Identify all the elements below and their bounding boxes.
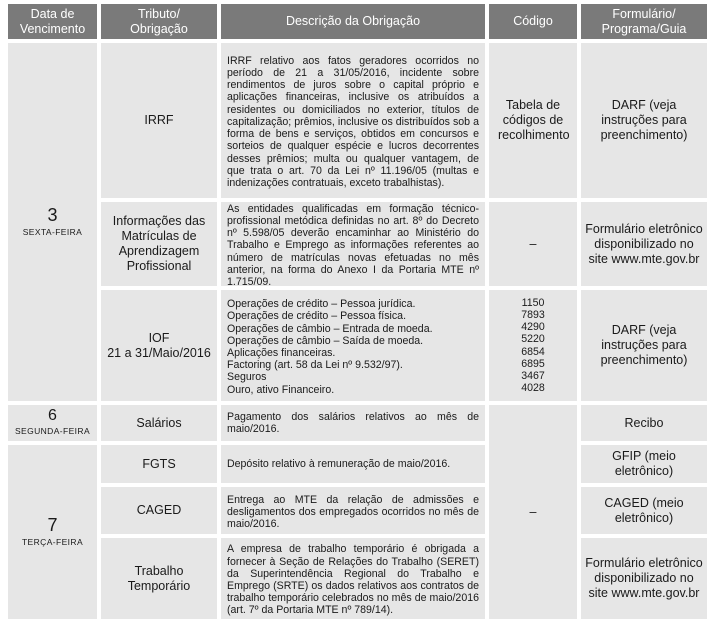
descricao-iof	[221, 290, 485, 401]
formulario-label: GFIP (meio eletrônico)	[612, 449, 676, 478]
descricao-line: Aplicações financeiras.	[227, 347, 336, 359]
tributo-iof	[101, 290, 217, 401]
descricao-fgts	[221, 445, 485, 483]
descricao-line: Operações de crédito – Pessoa física.	[227, 310, 407, 323]
date-weekday: SEXTA-FEIRA	[22, 226, 83, 237]
formulario-caged	[581, 487, 707, 534]
codigo-label: Tabela de códigos de recolhimento	[498, 98, 570, 142]
date-cell-6	[8, 405, 97, 441]
codigo-iof	[489, 290, 577, 401]
tributo-label: Informações das Matrículas de Aprendizagem Profissional	[112, 214, 206, 273]
header-data-vencimento-label: Data de Vencimento	[19, 6, 86, 36]
descricao-list	[227, 298, 479, 396]
formulario-iof	[581, 290, 707, 401]
header-descricao-label: Descrição da Obrigação	[285, 14, 421, 28]
formulario-label: Formulário eletrônico disponibilizado no site www.mte.gov.br	[585, 221, 703, 266]
descricao-line: Ouro, ativo Financeiro.	[227, 383, 335, 396]
formulario-label: CAGED (meio eletrônico)	[604, 495, 684, 525]
tributo-salarios	[101, 405, 217, 441]
descricao-trabalho-temporario	[221, 538, 485, 619]
tributo-label: FGTS	[142, 456, 176, 471]
codigo-value: 3467	[521, 369, 545, 382]
codigo-value: 4290	[521, 321, 545, 334]
tributo-irrf	[101, 43, 217, 198]
codigo-value: 7893	[521, 308, 545, 321]
codigo-value: 5220	[521, 333, 545, 346]
header-tributo	[101, 4, 217, 39]
date-cell-3	[8, 43, 97, 401]
header-codigo	[489, 4, 577, 39]
tributo-trabalho-temporario	[101, 538, 217, 619]
descricao-text: As entidades qualificadas em formação técnico-profissional metódica definidas no art. 8º do Decreto nº 5.598/05 deverão encaminhar ao Ministério do Trabalho e Emprego as informações referentes ao número de matrículas novas efetuadas no mês anterior, na forma do Anexo I da Portaria MTE nº 1.715/09.	[227, 202, 479, 289]
formulario-aprendizagem	[581, 202, 707, 286]
codigo-merged	[489, 405, 577, 619]
codigo-value: 6895	[521, 357, 545, 370]
descricao-caged	[221, 487, 485, 534]
formulario-salarios	[581, 405, 707, 441]
tributo-aprendizagem	[101, 202, 217, 286]
date-cell-7	[8, 445, 97, 619]
tributo-label: Salários	[136, 415, 182, 430]
formulario-irrf	[581, 43, 707, 198]
codigo-aprendizagem	[489, 202, 577, 286]
codigo-irrf	[489, 43, 577, 198]
tributo-fgts	[101, 445, 217, 483]
header-formulario	[581, 4, 707, 39]
date-weekday: TERÇA-FEIRA	[21, 536, 84, 547]
tributo-period: 21 a 31/Maio/2016	[107, 345, 211, 360]
header-tributo-label: Tributo/ Obrigação	[130, 6, 188, 36]
descricao-text: IRRF relativo aos fatos geradores ocorridos no período de 21 a 31/05/2016, incidente sobre rendimentos de juros sobre o capital próprio e aplicações financeiras, inclusive os atribuídos a residentes ou domiciliados no exterior, títulos de capitalização; prêmios, inclusive os distribuídos sob a forma de bens e serviços, obtidos em concursos e sorteios de qualquer espécie e lucros decorrentes desses prêmios; multa ou qualquer vantagem, de que trata o art. 70 da Lei nº 11.196/05 (multas e indenizações contratuais, exceto trabalhistas).	[227, 54, 479, 189]
formulario-label: Formulário eletrônico disponibilizado no site www.mte.gov.br	[585, 556, 703, 600]
descricao-text: Pagamento dos salários relativos ao mês de maio/2016.	[227, 410, 479, 435]
descricao-salarios	[221, 405, 485, 441]
formulario-trabalho-temporario	[581, 538, 707, 619]
date-day: 3	[47, 204, 58, 225]
descricao-text: Depósito relativo à remuneração de maio/2016.	[227, 457, 451, 470]
tributo-label: CAGED	[136, 503, 182, 517]
descricao-line: Operações de crédito – Pessoa jurídica.	[227, 298, 416, 311]
tributo-label: IOF	[148, 330, 170, 345]
header-data-vencimento	[8, 4, 97, 39]
codigo-value: 6854	[521, 345, 545, 358]
date-weekday: SEGUNDA-FEIRA	[14, 426, 91, 436]
descricao-line: Factoring (art. 58 da Lei nº 9.532/97).	[227, 359, 403, 372]
tributo-label: Trabalho Temporário	[127, 563, 191, 593]
codigo-label: –	[529, 236, 537, 251]
descricao-line: Operações de câmbio – Saída de moeda.	[227, 334, 424, 347]
descricao-line: Seguros	[227, 371, 267, 384]
descricao-text: Entrega ao MTE da relação de admissões e desligamentos dos empregados ocorridos no mês de maio/2016.	[227, 493, 479, 531]
descricao-text: A empresa de trabalho temporário é obrigada a fornecer à Seção de Relações do Trabalho (SERET) da Superintendência Regional do Trabalho e Emprego (SRTE) os dados relativos aos contratos de trabalho temporário celebrados no mês de maio/2016 (art. 7º da Portaria MTE nº 789/14).	[227, 543, 479, 617]
codigo-label: –	[529, 504, 537, 519]
date-day: 7	[47, 514, 58, 535]
tributo-label: IRRF	[144, 113, 174, 127]
formulario-fgts	[581, 445, 707, 483]
date-day: 6	[48, 407, 57, 424]
header-codigo-label: Código	[513, 14, 553, 28]
header-descricao	[221, 4, 485, 39]
formulario-label: DARF (veja instruções para preenchimento)	[600, 98, 688, 142]
codigo-value: 1150	[521, 296, 545, 309]
codigo-value: 4028	[521, 382, 545, 395]
header-formulario-label: Formulário/ Programa/Guia	[601, 6, 687, 36]
formulario-label: DARF (veja instruções para preenchimento)	[600, 323, 688, 367]
descricao-aprendizagem	[221, 202, 485, 289]
tributo-caged	[101, 487, 217, 534]
descricao-irrf	[221, 43, 485, 198]
descricao-line: Operações de câmbio – Entrada de moeda.	[227, 322, 433, 335]
formulario-label: Recibo	[624, 415, 664, 430]
